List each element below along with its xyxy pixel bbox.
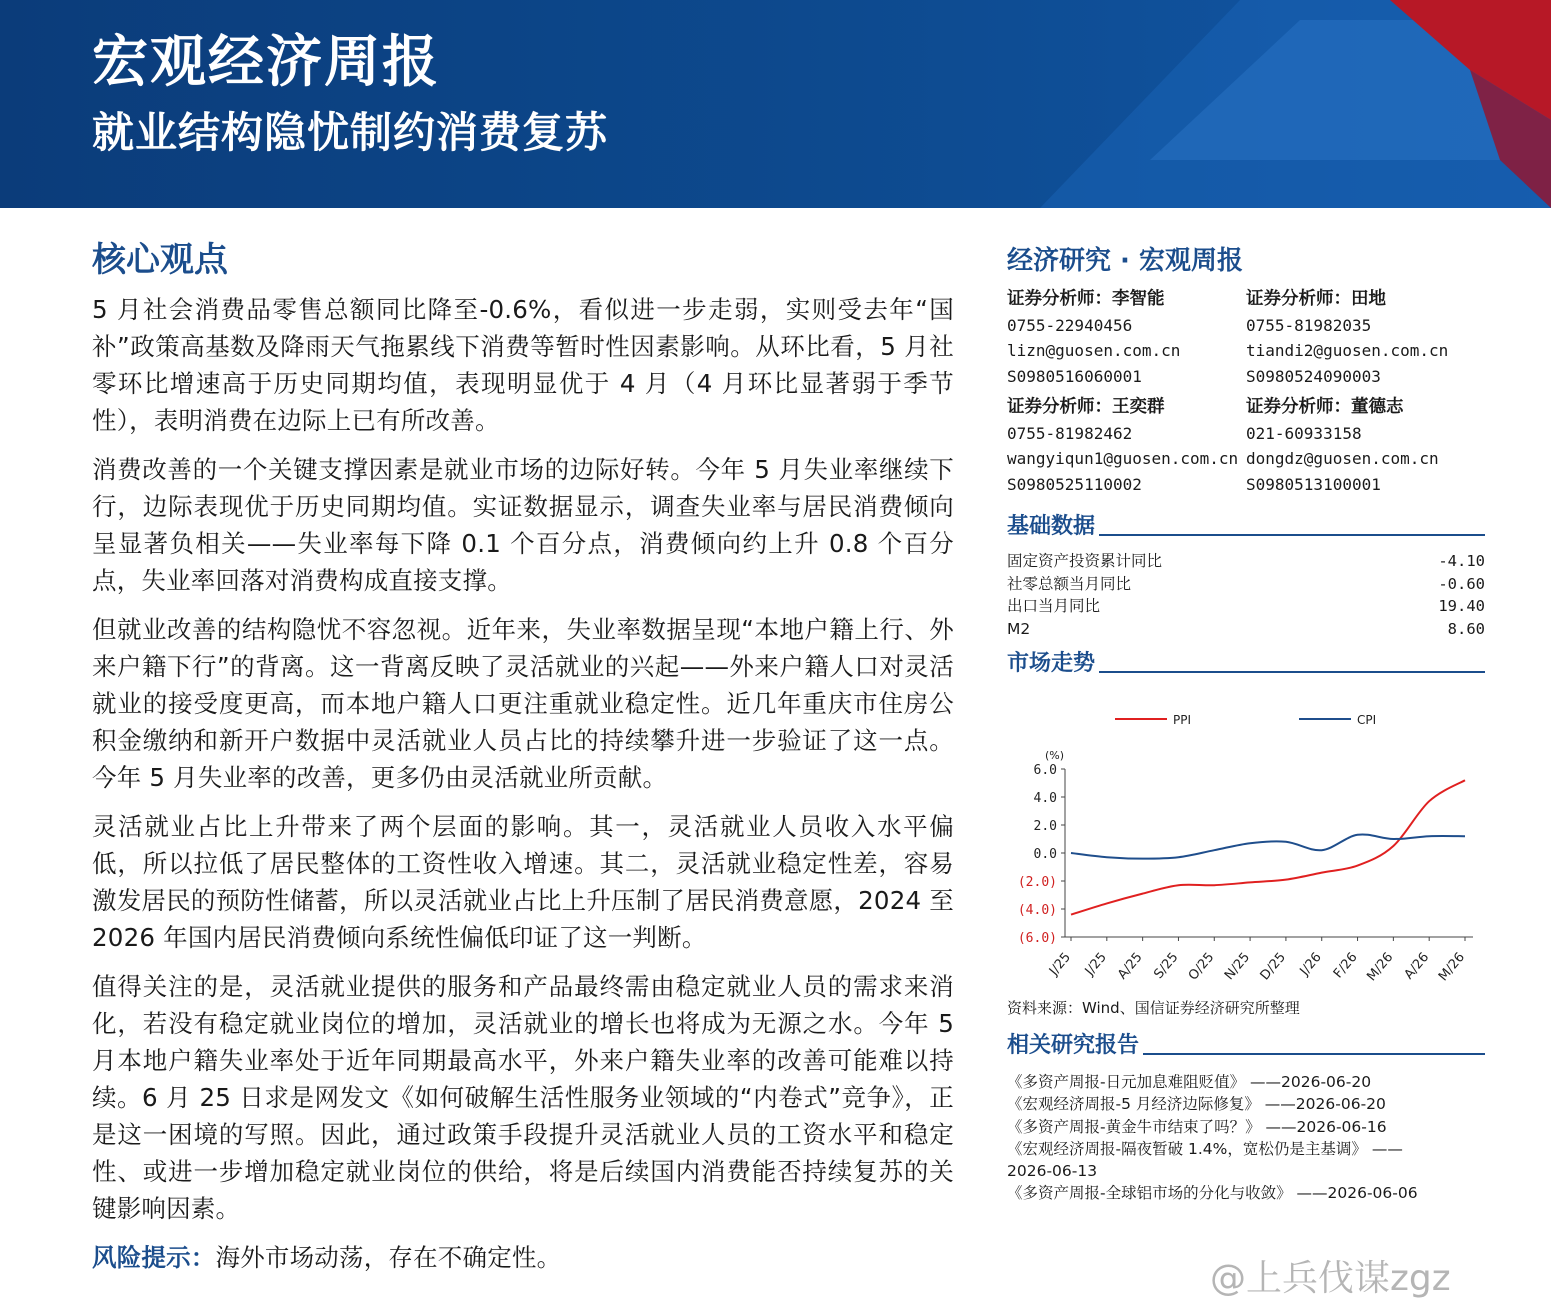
analyst-id: S0980516060001 [1007,366,1142,386]
chart-source: 资料来源：Wind、国信证券经济研究所整理 [1007,999,1300,1017]
analyst-phone: 021-60933158 [1246,423,1362,443]
report-date: 2026-06-13 [1007,1162,1098,1181]
analyst-list [1007,287,1485,503]
related-reports-header [1007,1028,1485,1059]
basic-data-label: M2 [1007,619,1031,638]
paragraph-4: 灵活就业占比上升带来了两个层面的影响。其一，灵活就业人员收入水平偏低，所以拉低了居民整体的工资性收入增速。其二，灵活就业稳定性差，容易激发居民的预防性储蓄，所以灵活就业占比上升压制了居民消费意愿，2024 至 2026 年国内居民消费倾向系统性偏低印证了这一判断。 [92,812,954,952]
series-line-ppi [1071,780,1465,914]
analyst-card [1007,395,1246,497]
x-tick-label: S/25 [1151,949,1182,982]
watermark: @上兵伐谋zgz [1210,1258,1451,1299]
paragraph-3: 但就业改善的结构隐忧不容忽视。近年来，失业率数据呈现“本地户籍上行、外来户籍下行”的背离。这一背离反映了灵活就业的兴起——外来户籍人口对灵活就业的接受度更高，而本地户籍人口更注重就业稳定性。近几年重庆市住房公积金缴纳和新开户数据中灵活就业人员占比的持续攀升进一步验证了这一点。今年 5 月失业率的改善，更多仍由灵活就业所贡献。 [92,615,954,792]
analyst-email[interactable]: wangyiqun1@guosen.com.cn [1007,449,1239,468]
divider [1143,1053,1485,1055]
analyst-id: S0980525110002 [1007,474,1142,494]
basic-data-table [1007,550,1485,640]
paragraph-1: 5 月社会消费品零售总额同比降至-0.6%，看似进一步走弱，实则受去年“国补”政策高基数及降雨天气拖累线下消费等暂时性因素影响。从环比看，5 月社零环比增速高于历史同期均值，表现明显优于 4 月（4 月环比显著弱于季节性），表明消费在边际上已有所改善。 [92,295,954,435]
analyst-name: 证券分析师：李智能 [1007,289,1165,309]
y-tick-label: 0.0 [1033,847,1057,862]
legend-label-ppi: PPI [1173,713,1192,727]
x-tick-label: A/26 [1401,949,1433,983]
related-reports-list [1007,1071,1485,1205]
y-tick-label: (4.0) [1017,903,1057,918]
y-tick-label: 6.0 [1033,763,1057,778]
sidebar [1007,240,1485,1205]
analyst-id: S0980524090003 [1246,366,1381,386]
header-banner [0,0,1551,208]
x-tick-label: J/25 [1082,949,1110,979]
analyst-email[interactable]: tiandi2@guosen.com.cn [1246,341,1449,360]
analyst-phone: 0755-81982035 [1246,315,1372,335]
y-tick-label: 2.0 [1033,819,1057,834]
risk-label: 风险提示： [92,1243,216,1272]
x-tick-label: J/26 [1297,949,1325,979]
analyst-name: 证券分析师：王奕群 [1007,397,1165,417]
x-tick-label: O/25 [1185,949,1218,984]
basic-data-value: -4.10 [1438,552,1485,570]
basic-data-row [1007,595,1485,618]
risk-text: 海外市场动荡，存在不确定性。 [215,1243,562,1272]
market-trend-header [1007,646,1485,677]
analyst-card [1007,287,1246,389]
core-view-heading: 核心观点 [92,240,228,280]
paragraph-5: 值得关注的是，灵活就业提供的服务和产品最终需由稳定就业人员的需求来消化，若没有稳定就业岗位的增加，灵活就业的增长也将成为无源之水。今年 5 月本地户籍失业率处于近年同期最高水平，外来户籍失业率的改善可能难以持续。6 月 25 日求是网发文《如何破解生活性服务业领域的“内卷式”竞争》，正是这一困境的写照。因此，通过政策手段提升灵活就业人员的工资水平和稳定性、或进一步增加稳定就业岗位的供给，将是后续国内消费能否持续复苏的关键影响因素。 [92,972,954,1223]
basic-data-row [1007,573,1485,596]
x-tick-label: D/25 [1257,949,1289,984]
basic-data-value: -0.60 [1438,574,1485,593]
report-link[interactable]: 《多资产周报-日元加息难阻贬值》 ——2026-06-20 [1007,1073,1372,1091]
basic-data-value: 19.40 [1438,597,1485,615]
y-tick-label: (2.0) [1017,875,1057,890]
divider [1099,671,1485,673]
x-tick-label: A/25 [1115,949,1146,983]
analyst-id: S0980513100001 [1246,474,1381,494]
report-link[interactable]: 《多资产周报-全球铝市场的分化与收敛》 ——2026-06-06 [1007,1184,1418,1203]
basic-data-row [1007,618,1485,641]
legend-label-cpi: CPI [1357,713,1377,727]
series-line-cpi [1071,834,1465,858]
market-trend-title: 市场走势 [1007,651,1096,676]
chart-svg [1007,677,1485,997]
basic-data-title: 基础数据 [1007,514,1096,539]
y-axis-unit-label: (%) [1045,749,1065,762]
basic-data-label: 固定资产投资累计同比 [1007,552,1163,570]
analyst-email[interactable]: lizn@guosen.com.cn [1007,341,1181,360]
report-link[interactable]: 《宏观经济周报-隔夜暂破 1.4%，宽松仍是主基调》 —— [1007,1139,1403,1158]
paragraph-2: 消费改善的一个关键支撑因素是就业市场的边际好转。今年 5 月失业率继续下行，边际表现优于历史同期均值。实证数据显示，调查失业率与居民消费倾向呈显著负相关——失业率每下降 0.1 个百分点，消费倾向约上升 0.8 个百分点，失业率回落对消费构成直接支撑。 [92,455,954,595]
basic-data-label: 出口当月同比 [1007,597,1101,615]
analyst-card [1246,395,1485,497]
analyst-email[interactable]: dongdz@guosen.com.cn [1246,449,1439,468]
report-link[interactable]: 《多资产周报-黄金牛市结束了吗？》 ——2026-06-16 [1007,1117,1387,1136]
basic-data-row [1007,550,1485,573]
related-reports-title: 相关研究报告 [1007,1033,1140,1058]
y-tick-label: 4.0 [1033,791,1057,806]
report-title: 宏观经济周报 [92,30,440,95]
x-tick-label: J/25 [1046,949,1075,979]
sidebar-title: 经济研究 · 宏观周报 [1007,246,1243,276]
main-content [92,232,954,1288]
x-tick-label: N/25 [1221,949,1254,984]
analyst-phone: 0755-81982462 [1007,423,1133,443]
x-tick-label: M/26 [1364,949,1397,985]
market-trend-chart [1007,677,1485,997]
analyst-phone: 0755-22940456 [1007,315,1133,335]
x-tick-label: F/26 [1330,949,1361,982]
report-link[interactable]: 《宏观经济周报-5 月经济边际修复》 ——2026-06-20 [1007,1095,1386,1114]
y-tick-label: (6.0) [1017,931,1057,946]
analyst-name: 证券分析师：董德志 [1246,397,1404,417]
risk-paragraph [92,1239,954,1276]
basic-data-value: 8.60 [1447,619,1485,638]
analyst-name: 证券分析师：田地 [1246,289,1386,309]
analyst-card [1246,287,1485,389]
x-tick-label: M/26 [1435,949,1469,985]
basic-data-header [1007,509,1485,540]
divider [1099,534,1485,536]
basic-data-label: 社零总额当月同比 [1007,574,1132,593]
report-subtitle: 就业结构隐忧制约消费复苏 [92,108,609,157]
